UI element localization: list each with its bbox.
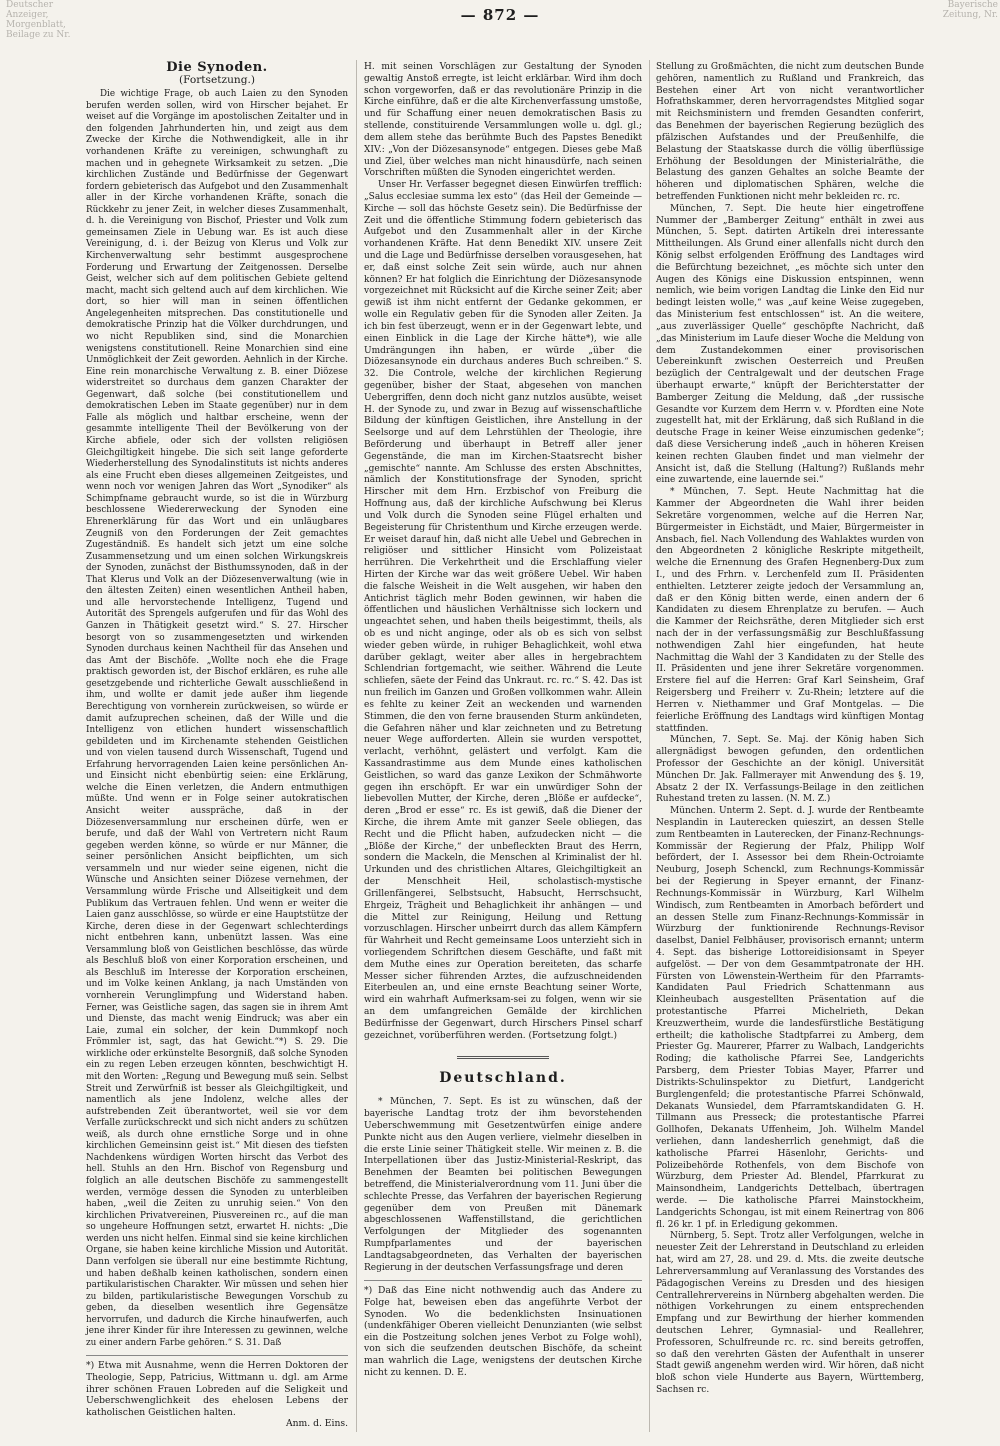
paragraph: Stellung zu Großmächten, die nicht zum deutschen Bunde gehören, namentlich zu Rußland und Frankreich, das Bestehen einer Art von nicht verantwortlicher Hofrathskammer, deren hervorragendstes Mitglied sogar mit Reichsministern und fremden Gesandten conferirt, das Benehmen der bayerischen Regierung bezüglich des pfälzischen Aufstandes und der Preußenhilfe, die Belastung der Staatskasse durch die völlig überflüssige Erhöhung der Besoldungen der Ministerialräthe, die Belastung des ganzen Gehaltes an solche Beamte der höheren und diplomatischen Sphären, welche die betreffenden Funktionen nicht mehr bekleiden rc. rc. — [656, 62, 924, 202]
footnote-text: *) Daß das Eine nicht nothwendig auch das Andere zu Folge hat, beweisen eben das angeführte Verbot der Synoden. Wo die bedenklichsten Insinuationen (undenkfähiger Oberen vielleicht Denunzianten (wie selbst ein die Postzeitung solchen jenes Verbot zu Folge wohl), von sich die seufzenden deutschen Bischöfe, da scheint man wahrlich die Lage, wenigstens der deutschen Kirche nicht zu kennen. — [364, 1285, 642, 1378]
section-separator — [457, 1056, 549, 1059]
column-1 — [86, 62, 348, 1430]
footnote-sign: D. E. — [444, 1366, 467, 1378]
paragraph: Die wichtige Frage, ob auch Laien zu den Synoden berufen werden sollen, wird von Hirscher bejahet. Er weiset auf die Vorgänge im apostolischen Zeitalter und in den folgenden Jahrhunderten hin, und zeigt aus dem Zwecke der Kirche die Nothwendigkeit, alle in ihr vorhandenen Kräfte zu vereinigen, schwunghaft zu machen und in gehegnete Wirksamkeit zu setzen. „Die kirchlichen Zustände und Bedürfnisse der Gegenwart fordern gebieterisch das Aufgebot und den Zusammenhalt aller in der Kirche vorhandenen Kräfte, sonach die Rückkehr zu jener Zeit, in welcher dieses Zusammenhalt, d. h. die Vereinigung von Bischof, Priester und Volk zum gemeinsamen Ziele in Uebung war. Es ist auch diese Vereinigung, d. i. der Beizug von Klerus und Volk zur Kirchenverwaltung sehr bestimmt ausgesprochene Forderung und Erwartung der Zeitgenossen. Derselbe Geist, welcher sich auf dem politischen Gebiete geltend macht, macht sich geltend auch auf dem kirchlichen. Wie dort, so hier will man in seinen öffentlichen Angelegenheiten mitsprechen. Das constitutionelle und demokratische Prinzip hat die Völker durchdrungen, und wo nicht Republiken sind, sind die Monarchien wenigstens constitutionell. Reine Monarchien sind eine Unmöglichkeit der Zeit geworden. Aehnlich in der Kirche. Eine rein monarchische Verwaltung z. B. einer Diözese widerstreitet so durchaus dem ganzen Charakter der Gegenwart, daß solche (bei constitutionellem und demokratischen Leben im Staate gegenüber) nur in dem Falle als möglich und haltbar erscheine, wenn der gesammte intelligente Theil der Bevölkerung von der Kirche abfiele, oder sich der vollsten religiösen Gleichgiltigkeit hingebe. Die sich seit lange geforderte Wiederherstellung des Synodalinstituts ist nichts anderes als eine Frucht eben dieses allgemeinen Zeitgeistes, und wenn noch vor wenigen Jahren das Wort „Synodiker“ als Schimpfname gebraucht wurde, so ist die in Würzburg beschlossene Wiedererweckung der Synoden eine Ehrenerklärung für das Wort und ein unläugbares Zeugniß von den Forderungen der Zeit gemachtes Zugeständniß. Es handelt sich jetzt um eine solche Zusammensetzung und um einen solchen Wirkungskreis der Synoden, zunächst der Bisthumssynoden, daß in der That Klerus und Volk an der Diözesenverwaltung (wie in den ältesten Zeiten) einen wesentlichen Antheil haben, und alle hervorstechende Intelligenz, Tugend und Autorität des Sprengels aufgerufen und für das Wohl des Ganzen in Thätigkeit gesetzt wird.“ S. 27. Hirscher besorgt von so zusammengesetzten und wirkenden Synoden durchaus keinen Nachtheil für das Ansehen und das Amt der Bischöfe. „Wollte noch ehe die Frage praktisch geworden ist, der Bischof erklären, es ruhe alle gesetzgebende und richterliche Gewalt ausschließend in ihm, und wollte er damit jede außer ihm liegende Berechtigung von vornherein zurückweisen, so würde er damit aufzuprechen scheinen, daß der Wille und die Intelligenz von etlichen hundert wissenschaftlich gebildeten und im Kirchenamte stehenden Geistlichen und von vielen tausend durch Wissenschaft, Tugend und Erfahrung hervorragenden Laien keine persönlichen An- und Einsicht nicht ebenbürtig seien: eine Erklärung, welche die Einen verletzen, die Andern entmuthigen müßte. Und wenn er in Folge seiner autokratischen Ansicht weiter ausspräche, daß in der Diözesenversammlung nur erscheinen dürfe, wen er berufe, und daß der Wahl von Vertretern nicht Raum gegeben werden könne, so würde er nur Männer, die seiner persönlichen Ansicht beipflichten, um sich versammeln und nur wieder seine eigenen, nicht die Wünsche und Ansichten seiner Diözese vernehmen, der Versammlung würde Frische und Allseitigkeit und dem Publikum das Vertrauen fehlen. Und wenn er weiter die Laien ganz ausschlösse, so würde er eine Hauptstütze der Kirche, deren diese in der Gegenwart schlechterdings nicht entbehren kann, unbenützt lassen. Was eine Versammlung bloß von Geistlichen beschlösse, das würde als Beschluß bloß von einer Korporation erscheinen, und als Beschluß im Interesse der Korporation erscheinen, und im Volke keinen Anklang, ja nach Umständen von vornherein Verunglimpfung und Widerstand haben. Ferner, was Geistliche sagen, das sagen sie in ihrem Amt und Dienste, das macht wenig Eindruck; was aber ein Laie, zumal ein solcher, der kein Dummkopf noch Frömmler ist, sagt, das hat Gewicht.“*) S. 29. Die wirkliche oder erkünstelte Besorgniß, daß solche Synoden ein zu regen Leben erzeugen könnten, beschwichtigt H. mit den Worten: „Regung und Bewegung muß sein. Selbst Streit und Zerwürfniß ist besser als Gleichgiltigkeit, und namentlich als jene Indolenz, welche alles der aufstrebenden Zeit überantwortet, weil sie vor dem Verfalle zurückschreckt und sich nicht anders zu schützen weiß, als durch ohne ernstliche Sorge und in ohne kirchlichen Gemeinsinn geist ist.“ Mit diesen des tiefsten Nachdenkens würdigen Worten hirscht das Verbot des hell. Stuhls an den Hrn. Bischof von Regensburg und folglich an alle deutschen Bischöfe zu sammengestellt werden, vermöge dessen die Synoden zu unterbleiben haben, „weil die Zeiten zu unruhig seien.“ Von den kirchlichen Privatvereinen, Piusvereinen rc., auf die man so ungeheure Hoffnungen setzt, erwartet H. nichts: „Die werden uns nicht helfen. Einmal sind sie keine kirchlichen Organe, sie haben keine kirchliche Mission und Autorität. Dann verfolgen sie überall nur eine bestimmte Richtung, und haben deßhalb keinen katholischen, sondern einen partikularistischen Charakter. Wir müssen und sehen hier zu bilden, partikularistische Bewegungen Vorschub zu geben, da dieselben wesentlich ihre Gegensätze hervorrufen, und dadurch die Kirche hinaufwerfen, auch jene ihrer Kinder für ihre Interessen zu gewinnen, welche zu einer andern Farbe gehören.“ S. 31. Daß — [86, 89, 348, 1348]
paragraph: * München, 7. Sept. Es ist zu wünschen, daß der bayerische Landtag trotz der ihm bevorstehenden Ueberschwemmung mit Gesetzentwürfen einige andere Punkte nicht aus den Augen verliere, vielmehr dieselben in die erste Linie seiner Thätigkeit stelle. Wir meinen z. B. die Interpellationen über das Justiz-Ministerial-Reskript, das Benehmen der Beamten bei politischen Bewegungen betreffend, die Ministerialverordnung vom 11. Juni über die schlechte Presse, das Verfahren der bayerischen Regierung gegenüber dem von Preußen mit Dänemark abgeschlossenen Waffenstillstand, die gerichtlichen Verfolgungen der Mitglieder des sogenannten Rumpfparlamentes und der bayerischen Landtagsabgeordneten, das Verhalten der bayerischen Regierung in der deutschen Verfassungsfrage und deren — [364, 1097, 642, 1273]
paragraph: Nürnberg, 5. Sept. Trotz aller Verfolgungen, welche in neuester Zeit der Lehrerstand in Deutschland zu erleiden hat, wird am 27, 28. und 29. d. Mts. die zweite deutsche Lehrerversammlung auf Veranlassung des Vorstandes des Pädagogischen Vereins zu Dresden und des hiesigen Centrallehrervereins in Nürnberg abgehalten werden. Die nöthigen Vorkehrungen zu einem entsprechenden Empfang und zur Bewirthung der hierher kommenden deutschen Lehrer, Gymnasial- und Reallehrer, Professoren, Schulfreunde rc. rc. sind bereits getroffen, so daß den verehrten Gästen der Aufenthalt in unserer Stadt gewiß angenehm werden wird. Wir hören, daß nicht bloß schon viele Hunderte aus Bayern, Württemberg, Sachsen rc. — [656, 1231, 924, 1395]
column-2 — [364, 62, 642, 1378]
column-rule-2 — [649, 60, 650, 1432]
paragraph: München. Unterm 2. Sept. d. J. wurde der Rentbeamte Nesplandin in Lauterecken quieszirt, an dessen Stelle zum Rentbeamten in Lauterecken, der Finanz-Rechnungs-Kommissär der Regierung der Pfalz, Philipp Wolf befördert, der I. Assessor bei dem Rhein-Octroiamte Neuburg, Joseph Schenckl, zum Rechnungs-Kommissär bei der Regierung in Speyer ernannt, der Finanz-Rechnungs-Kommissär in Würzburg, Karl Wilhelm Windisch, zum Rentbeamten in Amorbach befördert und an dessen Stelle zum Finanz-Rechnungs-Kommissär in Würzburg der funktionirende Rechnungs-Revisor daselbst, Daniel Felbhäuser, provisorisch ernannt; unterm 4. Sept. das bisherige Lottoreidisionsamt in Speyer aufgelöst. — Der von dem Gesammtpatronate der HH. Fürsten von Löwenstein-Wertheim für den Pfarramts-Kandidaten Paul Friedrich Schattenmann aus Kleinheubach ausgestellten Präsentation auf die protestantische Pfarrei Michelrieth, Dekan Kreuzwertheim, wurde die landesfürstliche Bestätigung ertheilt; die katholische Stadtpfarrei zu Amberg, dem Priester Gg. Maurerer, Pfarrer zu Walbach, Landgerichts Roding; die katholische Pfarrei See, Landgerichts Parsberg, dem Priester Tobias Mayer, Pfarrer und Distrikts-Schulinspektor zu Dietfurt, Landgericht Burglengenfeld; die protestantische Pfarrei Schönwald, Dekanats Wunsiedel, dem Pfarramtskandidaten G. H. Tillmann aus Presseck; die protestantische Pfarrei Gollhofen, Dekanats Uffenheim, Joh. Wilhelm Mandel verliehen, dann landesherrlich genehmigt, daß die katholische Pfarrei Häsenlohr, Gerichts- und Polizeibehörde Rothenfels, von dem Bischofe von Würzburg, dem Priester Ad. Blendel, Pfarrkurat zu Mainsondheim, Landgerichts Dettelbach, übertragen werde. — Die katholische Pfarrei Mainstockheim, Landgerichts Schongau, ist mit einem Reinertrag von 806 fl. 26 kr. 1 pf. in Erledigung gekommen. — [656, 806, 924, 1230]
column-rule-1 — [356, 60, 357, 1432]
paragraph: H. mit seinen Vorschlägen zur Gestaltung der Synoden gewaltig Anstoß erregte, ist leicht erklärbar. Wird ihm doch schon vorgeworfen, daß er das revolutionäre Prinzip in die Kirche einführe, daß er die alte Kirchenverfassung umstoße, und für Schaffung einer neuen demokratischen Basis zu stellende, constituirende Versammlungen wolle u. dgl. gl.; dem allem stehe das berühmte Buch des Papstes Benedikt XIV.: „Von der Diözesansynode“ entgegen. Dieses gebe Maß und Ziel, über welches man nicht hinausdürfe, nach seinen Vorschriften müßten die Synoden eingerichtet werden. — [364, 62, 642, 179]
bleed-through-text-right: Bayerische Zeitung, Nr. — [942, 0, 998, 20]
footnote-sign: Anm. d. Eins. — [285, 1418, 348, 1430]
paragraph: München, 7. Sept. Die heute hier eingetroffene Nummer der „Bamberger Zeitung“ enthält in zwei aus München, 5. Sept. datirten Artikeln drei interessante Mittheilungen. Als Grund einer allenfalls nicht durch den König selbst erfolgenden Eröffnung des Landtages wird die Befürchtung bezeichnet, „es möchte sich unter den Augen des Königs eine Diskussion entspinnen, wenn nemlich, wie beim vorigen Landtag die Linke den Eid nur bedingt leisten wolle,“ was „auf keine Weise zugegeben, das Ministerium fest entschlossen“ ist. An die weitere, „aus zuverlässiger Quelle“ geschöpfte Nachricht, daß „das Ministerium im Laufe dieser Woche die Meldung von dem Zustandekommen einer provisorischen Uebereinkunft zwischen Oesterreich und Preußen bezüglich der Centralgewalt und der deutschen Frage überhaupt erwarte,“ knüpft der Berichterstatter der Bamberger Zeitung die Meldung, daß „der russische Gesandte vor Kurzem dem Herrn v. v. Pfordten eine Note zugestellt hat, mit der Erklärung, daß sich Rußland in die deutsche Frage in keiner Weise einzumischen gedenke“; daß diese Versicherung indeß „auch in höheren Kreisen keinen rechten Glauben findet und man vielmehr der Ansicht ist, daß die Stellung (Haltung?) Rußlands mehr eine zuwartende, eine lauernde sei.“ — [656, 203, 924, 486]
article-heading: Die Synoden. — [166, 60, 268, 75]
column-3 — [656, 62, 924, 1397]
page-number: — 872 — — [460, 6, 540, 24]
paragraph: * München, 7. Sept. Heute Nachmittag hat die Kammer der Abgeordneten die Wahl ihrer beiden Sekretäre vorgenommen, welche auf die Herren Nar, Bürgermeister in Eichstädt, und Maier, Bürgermeister in Ansbach, fiel. Nach Vollendung des Wahlaktes wurden von den Abgeordneten 2 königliche Reskripte mitgetheilt, welche die Ernennung des Grafen Hegnenberg-Dux zum I., und des Frhrn. v. Lerchenfeld zum II. Präsidenten enthielten. Letzterer zeigte jedoch der Versammlung an, daß er den König bitten werde, einen andern der 6 Kandidaten zu diesem Ehrenplatze zu berufen. — Auch die Kammer der Reichsräthe, deren Mitglieder sich erst nach der in der verfassungsmäßig zur Beschlußfassung nothwendigen Zahl hier eingefunden, hat heute Nachmittag die Wahl der 3 Kandidaten zu der Stelle des II. Präsidenten und jene ihrer Sekretäre vorgenommen. Erstere fiel auf die Herren: Graf Karl Seinsheim, Graf Reigersberg und Freiherr v. Zu-Rhein; letztere auf die Herren v. Niethammer und Graf Montgelas. — Die feierliche Eröffnung des Landtags wird künftigen Montag stattfinden. — [656, 487, 924, 734]
paragraph: Unser Hr. Verfasser begegnet diesen Einwürfen trefflich: „Salus ecclesiae summa lex esto“ (das Heil der Gemeinde — Kirche — soll das höchste Gesetz sein). Die Bedürfnisse der Zeit und die öffentliche Stimmung fodern gebieterisch das Aufgebot und den Zusammenhalt aller in der Kirche vorhandenen Kräfte. Hat denn Benedikt XIV. unsere Zeit und die Lage und Bedürfnisse derselben vorausgesehen, hat er, daß einst solche Zeit sein würde, auch nur ahnen können? Er hat folglich die Einrichtung der Diözesansynode vorgezeichnet mit Rücksicht auf die Kirche seiner Zeit; aber gewiß ist ihm nicht entfernt der Gedanke gekommen, er wolle ein Regulativ geben für die Synoden aller Zeiten. Ja ich bin fest überzeugt, wenn er in der Gegenwart lebte, und einen Einblick in die Lage der Kirche hätte*), wie alle Umdrängungen ihn haben, er würde „über die Diözesansynode ein durchaus anderes Buch schreiben.“ S. 32. Die Controle, welche der kirchlichen Regierung gegenüber, bisher der Staat, abgesehen von manchen Uebergriffen, denn doch nicht ganz nutzlos ausübte, weiset H. der Synode zu, und zwar in Bezug auf wissenschaftliche Bildung der künftigen Geistlichen, ihre Anstellung in der Seelsorge und auf dem Lehrstühlen der Theologie, ihre Beförderung und überhaupt in Betreff aller jener Gegenstände, die man im Kirchen-Staatsrecht bisher „gemischte“ nannte. Am Schlusse des ersten Abschnittes, nämlich der Konstitutionsfrage der Synoden, spricht Hirscher mit dem Hrn. Erzbischof von Freiburg die Hoffnung aus, daß der kirchliche Aufschwung bei Klerus und Volk durch die Synoden seine Flügel erhalten und Begeisterung für Christenthum und Kirche erzeugen werde. Er weiset darauf hin, daß nicht alle Uebel und Gebrechen in religiöser und sittlicher Hinsicht vom Polizeistaat herrühren. Die Verkehrtheit und die Erschlaffung vieler Hirten der Kirche war das weit größere Uebel. Wir haben die falsche Weisheit in die Welt ausgehen, wir haben den Antichrist täglich mehr Boden gewinnen, wir haben die öffentlichen und häuslichen Verhältnisse sich lockern und ungeachtet sehen, und haben theils beigestimmt, theils, als ob es und nicht anginge, oder als ob es sich von selbst wieder geben würde, in ruhiger Behaglichkeit, wohl etwa darüber geklagt, weiter aber alles in hergebrachtem Schlendrian fortgemacht, wie seither. Während die Leute schliefen, säete der Feind das Unkraut. rc. rc.“ S. 42. Das ist nun freilich im Ganzen und Großen vollkommen wahr. Allein es fehlte zu keiner Zeit an weckenden und warnenden Stimmen, die den von ferne brausenden Sturm ankündeten, die Gefahren näher und klar zeichneten und zu Betretung neuer Wege aufforderten. Allein sie wurden verspottet, verlacht, verhöhnt, gelästert und verfolgt. Kam die Kassandrastimme aus dem Munde eines katholischen Geistlichen, so ward das ganze Lexikon der Schmähworte gegen ihn erschöpft. Er war ein unwürdiger Sohn der liebevollen Mutter, der Kirche, deren „Blöße er aufdecke“, deren „Brod er esse“ rc. Es ist gewiß, daß die Diener der Kirche, die ihrem Amte mit ganzer Seele obliegen, das Recht und die Pflicht haben, aufzudecken nicht — die „Blöße der Kirche,“ der unbefleckten Braut des Herrn, sondern die Mackeln, die Menschen al Kriminalist der hl. Urkunden und des christlichen Altares, Gleichgiltigkeit an der Menschheit Heil, scholastisch-mystische Grillenfängerei, Selbstsucht, Habsucht, Herrschsucht, Ehrgeiz, Trägheit und Behaglichkeit ihr anhängen — und die Mittel zur Reinigung, Heilung und Rettung vorzuschlagen. Hirscher unbeirrt durch das allem Kämpfern für Wahrheit und Recht gemeinsame Loos unterzieht sich in vorliegendem Schriftchen diesem Geschäfte, und faßt mit dem Muthe eines zur Operation bereiteten, das scharfe Messer sicher führenden Arztes, die aufzuschneidenden Eiterbeulen an, und eine ernste Beachtung seiner Worte, wird ein wahrhaft Aufmerksam-sei zu folgen, wenn wir sie an dem umfangreichen Gemälde der kirchlichen Bedürfnisse der Gegenwart, durch Hirschers Pinsel scharf gezeichnet, vorüberführen werden. (Fortsetzung folgt.) — [364, 180, 642, 1041]
footnote — [86, 1355, 348, 1430]
footnote-text: *) Etwa mit Ausnahme, wenn die Herren Doktoren der Theologie, Sepp, Patricius, Wittmann u. dgl. am Arme ihrer schönen Frauen Lobreden auf die Seligkeit und Ueberschwenglichkeit des ehelosen Lebens der katholischen Geistlichen halten. — [86, 1360, 348, 1418]
bleed-through-text-left: Deutscher Anzeiger, Morgenblatt, Beilage zu Nr. — [6, 0, 71, 40]
article-subheading: (Fortsetzung.) — [178, 73, 256, 86]
section-title: Deutschland. — [439, 1070, 567, 1087]
footnote — [364, 1280, 642, 1378]
paragraph: München, 7. Sept. Se. Maj. der König haben Sich allergnädigst bewogen gefunden, den ordentlichen Professor der Geschichte an der königl. Universität München Dr. Jak. Fallmerayer mit Anwendung des §. 19, Absatz 2 der IX. Verfassungs-Beilage in den zeitlichen Ruhestand treten zu lassen. (N. M. Z.) — [656, 735, 924, 805]
